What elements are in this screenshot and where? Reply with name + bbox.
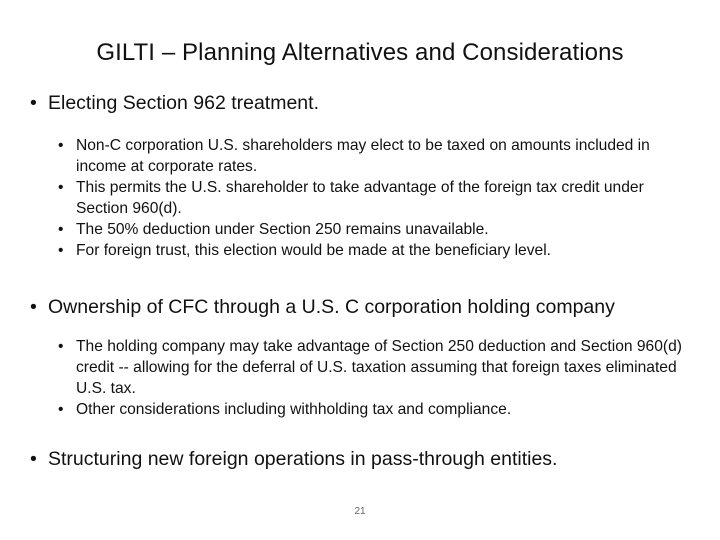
sub-bullet-text: Non-C corporation U.S. shareholders may elect to be taxed on amounts included in income at corporate rates. bbox=[76, 137, 650, 175]
sub-bullet bbox=[58, 135, 698, 177]
sub-bullet-text: The 50% deduction under Section 250 remains unavailable. bbox=[76, 221, 489, 238]
bullet-icon: • bbox=[58, 338, 64, 355]
page-number: 21 bbox=[354, 506, 366, 517]
sub-bullet bbox=[58, 240, 698, 261]
sub-bullet-text: The holding company may take advantage of Section 250 deduction and Section 960(d) credit -- allowing for the deferral of U.S. taxation assuming that foreign taxes eliminated U.S. tax. bbox=[76, 338, 682, 397]
bullet-text: Structuring new foreign operations in pass-through entities. bbox=[48, 448, 558, 470]
sub-bullet-text: This permits the U.S. shareholder to take advantage of the foreign tax credit under Section 960(d). bbox=[76, 179, 644, 217]
sub-bullet bbox=[58, 399, 698, 420]
sub-bullet-list bbox=[58, 135, 698, 261]
sub-bullet-text: Other considerations including withholding tax and compliance. bbox=[76, 401, 512, 418]
sub-bullet-list bbox=[58, 336, 698, 420]
bullet-icon: • bbox=[30, 92, 37, 114]
slide-title: GILTI – Planning Alternatives and Considerations bbox=[96, 39, 624, 66]
bullet-section-pass-through bbox=[30, 447, 557, 471]
bullet-section-962 bbox=[30, 91, 319, 115]
bullet-icon: • bbox=[58, 221, 64, 238]
bullet-text: Ownership of CFC through a U.S. C corporation holding company bbox=[48, 296, 615, 318]
sub-bullet-text: For foreign trust, this election would be made at the beneficiary level. bbox=[76, 242, 551, 259]
bullet-section-cfc-ownership bbox=[30, 295, 615, 319]
bullet-icon: • bbox=[58, 401, 64, 418]
bullet-icon: • bbox=[30, 448, 37, 470]
sub-bullet bbox=[58, 219, 698, 240]
bullet-icon: • bbox=[58, 242, 64, 259]
bullet-icon: • bbox=[58, 137, 64, 154]
sub-bullet bbox=[58, 177, 698, 219]
bullet-icon: • bbox=[58, 179, 64, 196]
sub-bullet bbox=[58, 336, 698, 399]
bullet-icon: • bbox=[30, 296, 37, 318]
bullet-text: Electing Section 962 treatment. bbox=[48, 92, 319, 114]
